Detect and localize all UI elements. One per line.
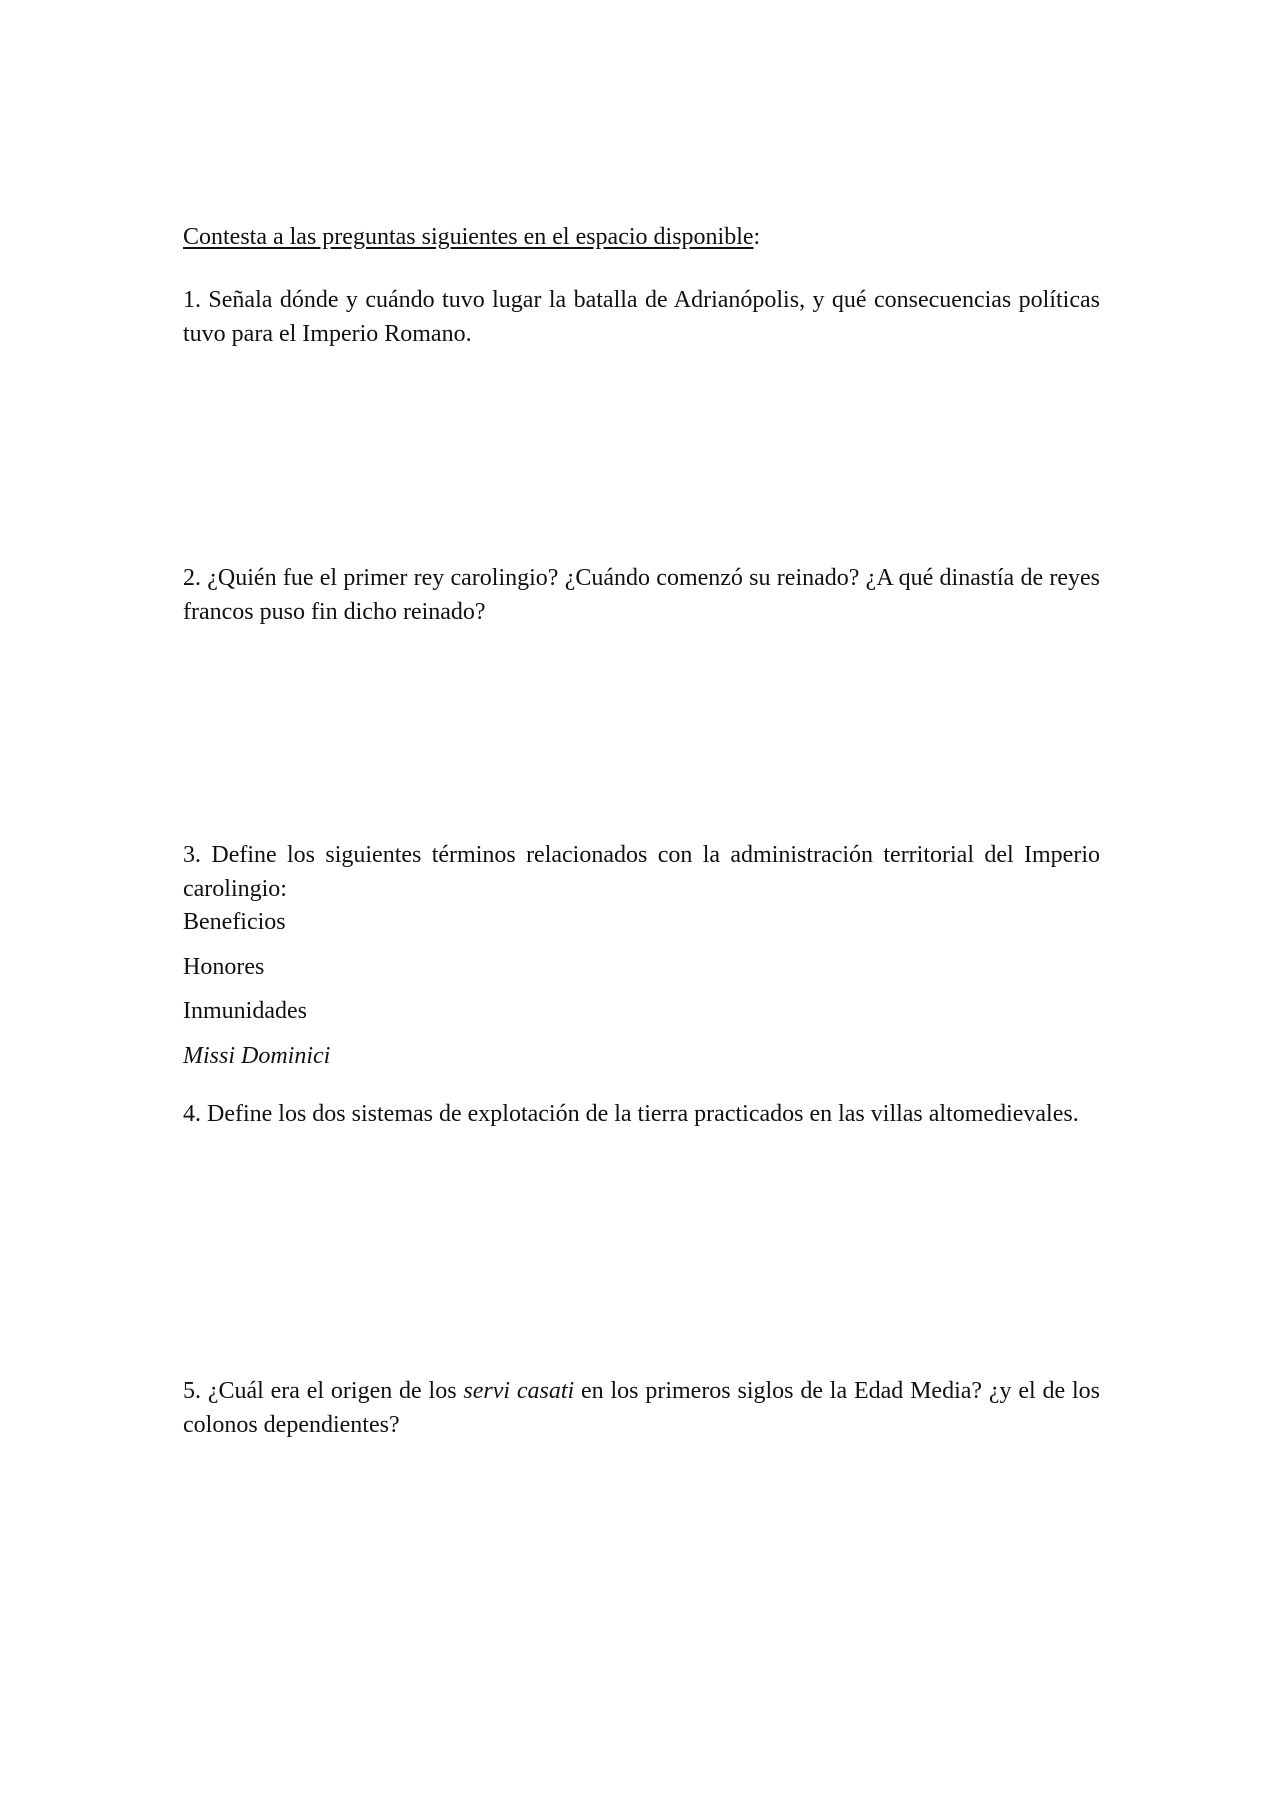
instruction-colon: : bbox=[753, 224, 761, 250]
instruction-text: Contesta a las preguntas siguientes en el espacio disponible bbox=[183, 224, 754, 250]
term-missi-dominici: Missi Dominici bbox=[183, 1043, 331, 1069]
question-5-text-after: en los primeros siglos de la Edad Media? ¿y el de los colonos dependientes? bbox=[183, 1378, 1100, 1438]
question-5-text-before: 5. ¿Cuál era el origen de los bbox=[183, 1378, 464, 1404]
term-honores: Honores bbox=[183, 954, 265, 980]
question-4: 4. Define los dos sistemas de explotación de la tierra practicados en las villas altomedievales. bbox=[183, 1101, 1079, 1127]
question-1: 1. Señala dónde y cuándo tuvo lugar la batalla de Adrianópolis, y qué consecuencias políticas tuvo para el Imperio Romano. bbox=[183, 287, 1100, 347]
question-3: 3. Define los siguientes términos relacionados con la administración territorial del Imperio carolingio: bbox=[183, 842, 1100, 902]
term-beneficios: Beneficios bbox=[183, 909, 286, 935]
question-5 bbox=[183, 1374, 1100, 1442]
question-2: 2. ¿Quién fue el primer rey carolingio? ¿Cuándo comenzó su reinado? ¿A qué dinastía de reyes francos puso fin dicho reinado? bbox=[183, 565, 1100, 625]
question-5-italic-term: servi casati bbox=[463, 1378, 575, 1404]
instruction bbox=[183, 220, 1100, 254]
term-inmunidades: Inmunidades bbox=[183, 998, 307, 1024]
